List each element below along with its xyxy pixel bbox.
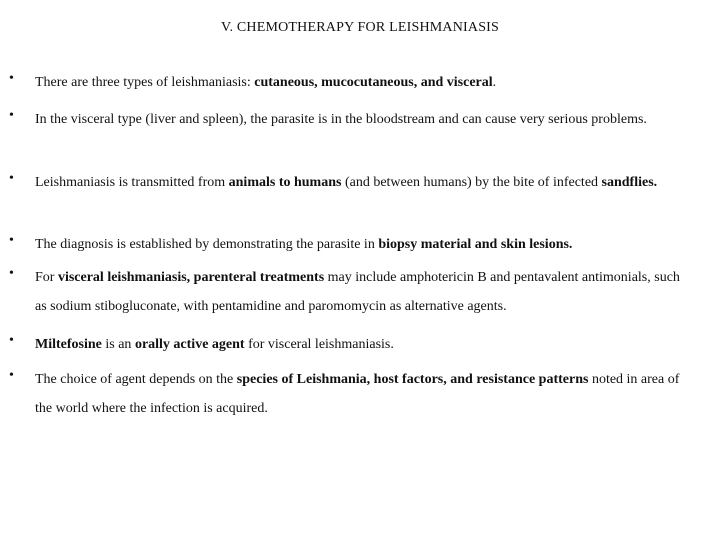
bold-text: sandflies. (601, 175, 658, 190)
bullet-marker: • (9, 333, 14, 348)
body-text: In the visceral type (liver and spleen), the parasite is in the bloodstream and can cause very serious problems. (35, 112, 647, 127)
bullet-marker: • (9, 108, 14, 123)
bullet-item (35, 263, 695, 321)
bullet-item (35, 105, 695, 134)
bullet-marker: • (9, 266, 14, 281)
body-text: Leishmaniasis is transmitted from (35, 175, 229, 190)
bullet-item (35, 230, 695, 259)
bold-text: orally active agent (134, 337, 245, 352)
bullet-marker: • (9, 233, 14, 248)
slide-title: V. CHEMOTHERAPY FOR LEISHMANIASIS (220, 20, 500, 35)
body-text: (and between humans) by the bite of infected (341, 175, 602, 190)
bold-text: cutaneous, mucocutaneous, and visceral (254, 75, 493, 90)
bold-text: animals to humans (228, 175, 342, 190)
bullet-item (35, 365, 695, 423)
body-text: For (35, 270, 58, 285)
bullet-marker: • (9, 368, 14, 383)
body-text: The diagnosis is established by demonstrating the parasite in (35, 237, 379, 252)
bullet-item (35, 168, 695, 197)
body-text: noted in area of the world where the infection is acquired. (35, 372, 680, 416)
bold-text: Miltefosine (35, 337, 102, 352)
bullet-item (35, 330, 695, 359)
bold-text: visceral leishmaniasis, parenteral treatments (57, 270, 325, 285)
bullet-marker: • (9, 171, 14, 186)
body-text: may include amphotericin B and pentavalent antimonials, such as sodium stibogluconate, with pentamidine and paromomycin as alternative agents. (35, 270, 680, 314)
bullet-item (35, 68, 695, 97)
bold-text: biopsy material and skin lesions. (378, 237, 573, 252)
bullet-marker: • (9, 71, 14, 86)
body-text: is an (101, 337, 135, 352)
body-text: . (492, 75, 497, 90)
body-text: for visceral leishmaniasis. (244, 337, 394, 352)
body-text: The choice of agent depends on the (35, 372, 237, 387)
body-text: There are three types of leishmaniasis: (35, 75, 255, 90)
bold-text: species of Leishmania, host factors, and resistance patterns (236, 372, 589, 387)
